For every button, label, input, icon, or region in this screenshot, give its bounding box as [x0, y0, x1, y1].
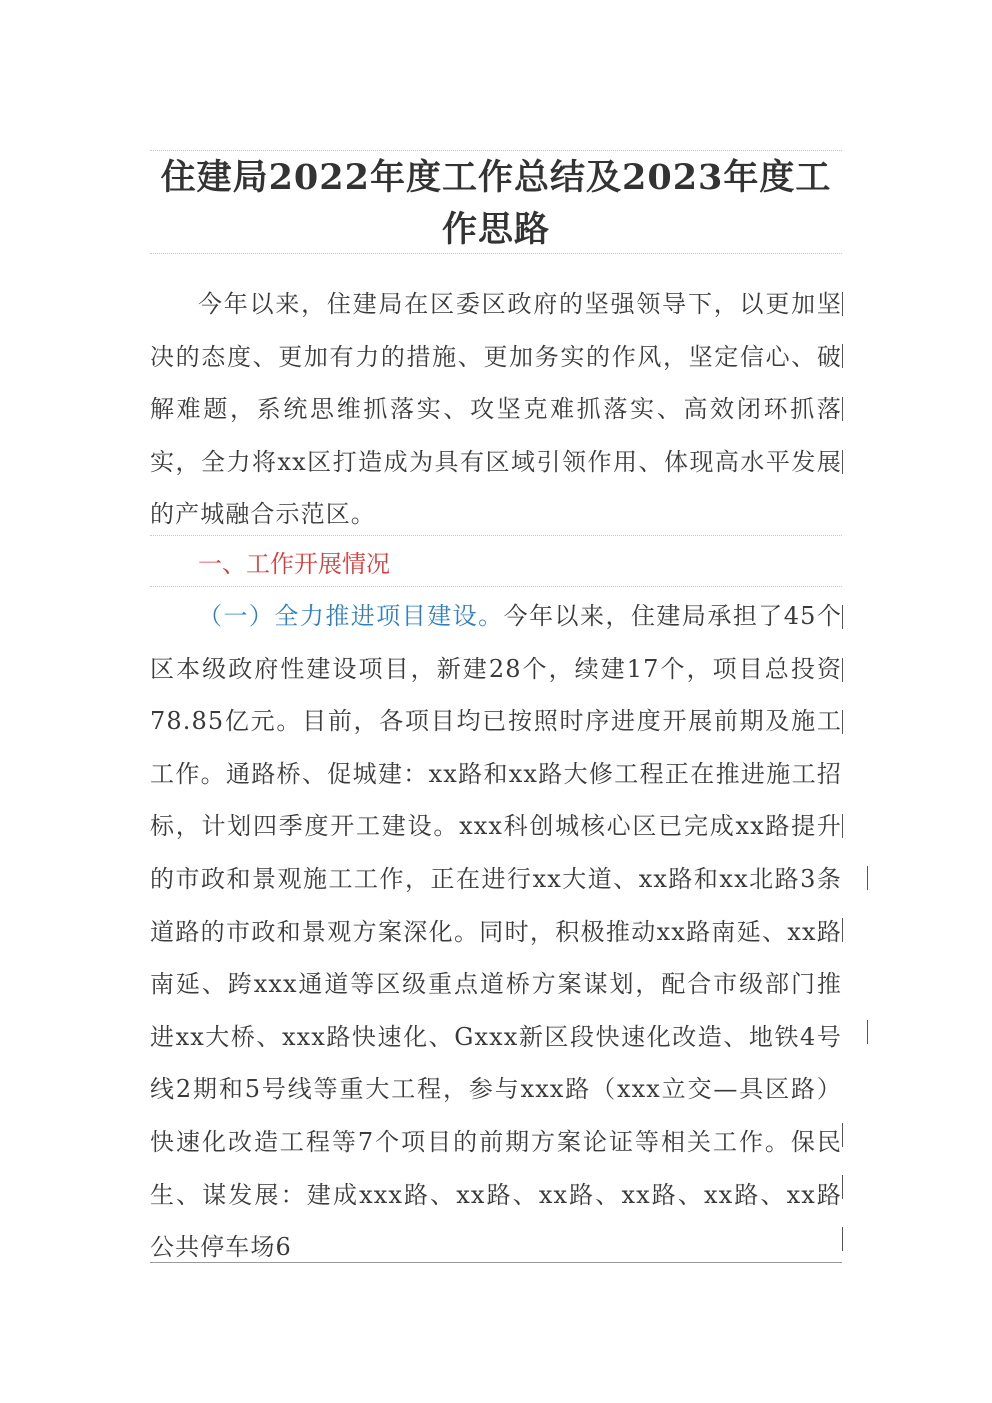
document-title: 住建局2022年度工作总结及2023年度工作思路: [160, 157, 832, 250]
subsection-title: （一）全力推进项目建设。: [198, 602, 504, 630]
line-end-marker: [867, 1020, 868, 1044]
line-end-marker: [842, 1227, 843, 1251]
section-heading: 一、工作开展情况: [198, 550, 390, 578]
subsection-paragraph: [150, 590, 842, 1274]
line-end-marker: [842, 344, 843, 368]
line-end-marker: [842, 1175, 843, 1199]
line-end-marker: [842, 605, 843, 629]
header-rule: [150, 150, 842, 151]
line-end-marker: [842, 292, 843, 316]
subsection-body: 今年以来，住建局承担了45个区本级政府性建设项目，新建28个，续建17个，项目总投资78.85亿元。目前，各项目均已按照时序进度开展前期及施工工作。通路桥、促城建：xx路和xx路大修工程正在推进施工招标，计划四季度开工建设。xxx科创城核心区已完成xx路提升的市政和景观施工工作，正在进行xx大道、xx路和xx北路3条道路的市政和景观方案深化。同时，积极推动xx路南延、xx路南延、跨xxx通道等区级重点道桥方案谋划，配合市级部门推进xx大桥、xxx路快速化、Gxxx新区段快速化改造、地铁4号线2期和5号线等重大工程，参与xxx路（xxx立交—具区路）快速化改造工程等7个项目的前期方案论证等相关工作。保民生、谋发展：建成xxx路、xx路、xx路、xx路、xx路、xx路公共停车场6: [150, 602, 842, 1262]
intro-paragraph: 今年以来，住建局在区委区政府的坚强领导下，以更加坚决的态度、更加有力的措施、更加务实的作风，坚定信心、破解难题，系统思维抓落实、攻坚克难抓落实、高效闭环抓落实，全力将xx区打造成为具有区域引领作用、体现高水平发展的产城融合示范区。: [150, 290, 842, 529]
line-end-marker: [842, 918, 843, 942]
paragraph-rule: [150, 535, 842, 536]
line-end-marker: [842, 450, 843, 474]
line-end-marker: [867, 866, 868, 890]
line-end-marker: [842, 658, 843, 682]
line-end-marker: [842, 710, 843, 734]
heading-rule: [150, 586, 842, 587]
line-end-marker: [842, 814, 843, 838]
line-end-marker: [842, 397, 843, 421]
title-rule: [150, 253, 842, 254]
footer-rule: [150, 1262, 842, 1263]
line-end-marker: [842, 1123, 843, 1147]
